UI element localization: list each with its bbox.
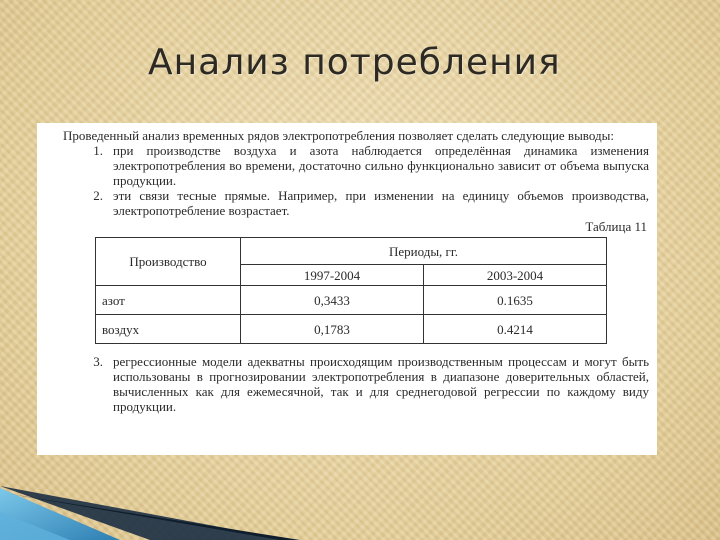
table-row [96,286,607,315]
table-cell: 0.4214 [424,315,607,344]
header-period-2: 2003-2004 [424,265,607,286]
row-label: азот [96,286,241,315]
document-excerpt [37,123,657,455]
conclusion-item-1 [43,143,653,188]
conclusion-item-2 [43,188,653,218]
table-header-row [96,238,607,265]
row-label: воздух [96,315,241,344]
table-caption: Таблица 11 [585,219,647,234]
intro-paragraph: Проведенный анализ временных рядов электропотребления позволяет сделать следующие выводы: [63,128,614,143]
consumption-table [95,237,607,344]
item-text: регрессионные модели адекватны происходящим производственным процессам и могут быть использованы в прогнозировании электропотребления в диапазоне доверительных областей, вычисленных как для ежемесячной, так и для среднегодовой регрессии по каждому виду продукции. [113,354,649,414]
corner-decoration [0,450,300,540]
item-number: 1. [93,143,103,158]
table-row [96,315,607,344]
table-cell: 0,1783 [241,315,424,344]
conclusion-item-3 [43,354,653,414]
table-cell: 0,3433 [241,286,424,315]
table-cell: 0.1635 [424,286,607,315]
item-number: 2. [93,188,103,203]
header-period-1: 1997-2004 [241,265,424,286]
item-number: 3. [93,354,103,369]
slide-title: Анализ потребления [148,42,561,83]
header-periods: Периоды, гг. [241,238,607,265]
item-text: при производстве воздуха и азота наблюдается определённая динамика изменения электропотребления во времени, достаточно сильно функционально зависит от объема выпуска продукции. [113,143,649,188]
header-product: Производство [96,238,241,286]
item-text: эти связи тесные прямые. Например, при изменении на единицу объемов производства, электропотребление возрастает. [113,188,649,218]
